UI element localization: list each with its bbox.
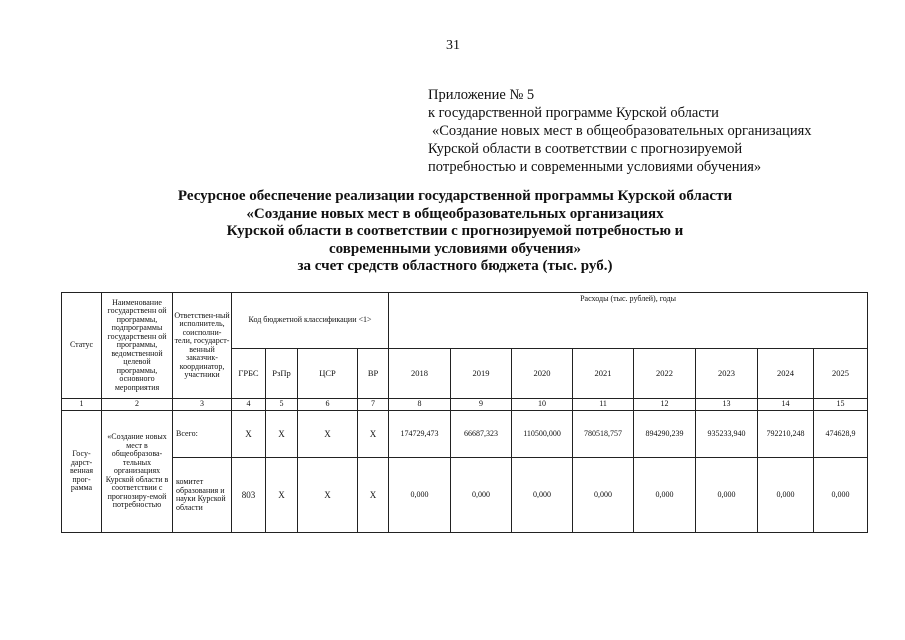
program-name-cell: «Создание новых мест в общеобразова-тельных организациях Курской области в соответствии с прогнозиру-емой потребностью	[102, 411, 173, 533]
header-year: 2025	[814, 349, 868, 399]
column-number: 1	[62, 399, 102, 411]
title-line: «Создание новых мест в общеобразовательных организациях	[246, 205, 664, 222]
value-cell: 792210,248	[758, 411, 814, 458]
title-line: за счет средств областного бюджета (тыс. руб.)	[297, 258, 613, 274]
executor-cell: комитет образования и науки Курской области	[173, 458, 232, 533]
header-code: ВР	[358, 349, 389, 399]
header-code: ЦСР	[298, 349, 358, 399]
header-year: 2021	[573, 349, 634, 399]
column-number: 3	[173, 399, 232, 411]
header-year: 2023	[696, 349, 758, 399]
column-number: 12	[634, 399, 696, 411]
header-year: 2018	[389, 349, 451, 399]
header-year: 2019	[451, 349, 512, 399]
value-cell: 780518,757	[573, 411, 634, 458]
value-cell: 474628,9	[814, 411, 868, 458]
table-row	[62, 411, 868, 458]
appendix-line: к государственной программе Курской области	[428, 105, 719, 121]
column-number: 5	[266, 399, 298, 411]
value-cell: 0,000	[451, 458, 512, 533]
appendix-line: Приложение № 5	[428, 87, 535, 103]
title-line: Курской области в соответствии с прогнозируемой потребностью и	[226, 223, 684, 239]
value-cell: 894290,239	[634, 411, 696, 458]
code-cell: X	[358, 458, 389, 533]
code-cell: X	[358, 411, 389, 458]
title-line: Ресурсное обеспечение реализации государственной программы Курской области	[177, 188, 733, 204]
appendix-line: Курской области в соответствии с прогнозируемой	[428, 141, 743, 157]
value-cell: 0,000	[696, 458, 758, 533]
code-cell: X	[232, 411, 266, 458]
status-cell: Госу-дарст-венная прог-рамма	[62, 411, 102, 533]
appendix-block	[428, 86, 812, 176]
title-line: современными условиями обучения»	[328, 240, 582, 257]
page-number: 31	[446, 38, 460, 53]
header-code: РзПр	[266, 349, 298, 399]
value-cell: 0,000	[814, 458, 868, 533]
value-cell: 110500,000	[512, 411, 573, 458]
column-number: 11	[573, 399, 634, 411]
value-cell: 0,000	[512, 458, 573, 533]
header-year: 2024	[758, 349, 814, 399]
value-cell: 935233,940	[696, 411, 758, 458]
header-name: Наименование государственн ой программы, подпрограммы государственн ой программы, ведомственной целевой программы, основного мероприятия	[102, 293, 173, 399]
header-status: Статус	[62, 293, 102, 399]
resource-table	[61, 292, 868, 533]
column-number: 10	[512, 399, 573, 411]
code-cell: 803	[232, 458, 266, 533]
column-number: 15	[814, 399, 868, 411]
column-number: 2	[102, 399, 173, 411]
column-number: 8	[389, 399, 451, 411]
value-cell: 0,000	[634, 458, 696, 533]
header-code-group: Код бюджетной классификации <1>	[232, 293, 389, 349]
code-cell: X	[298, 458, 358, 533]
column-number: 9	[451, 399, 512, 411]
header-code: ГРБС	[232, 349, 266, 399]
executor-cell: Всего:	[173, 411, 232, 458]
header-year: 2020	[512, 349, 573, 399]
column-number: 6	[298, 399, 358, 411]
code-cell: X	[266, 411, 298, 458]
document-title	[60, 188, 850, 276]
value-cell: 0,000	[573, 458, 634, 533]
header-year: 2022	[634, 349, 696, 399]
column-number: 14	[758, 399, 814, 411]
value-cell: 66687,323	[451, 411, 512, 458]
value-cell: 174729,473	[389, 411, 451, 458]
column-number: 4	[232, 399, 266, 411]
appendix-line: «Создание новых мест в общеобразовательных организациях	[432, 123, 812, 139]
code-cell: X	[266, 458, 298, 533]
header-spend-group: Расходы (тыс. рублей), годы	[389, 293, 868, 349]
code-cell: X	[298, 411, 358, 458]
value-cell: 0,000	[389, 458, 451, 533]
column-number: 13	[696, 399, 758, 411]
column-number: 7	[358, 399, 389, 411]
appendix-line: потребностью и современными условиями обучения»	[428, 159, 762, 175]
table-row	[62, 458, 868, 533]
value-cell: 0,000	[758, 458, 814, 533]
header-executor: Ответствен-ный исполнитель, соисполни-тели, государст-венный заказчик-координатор, участники	[173, 293, 232, 399]
